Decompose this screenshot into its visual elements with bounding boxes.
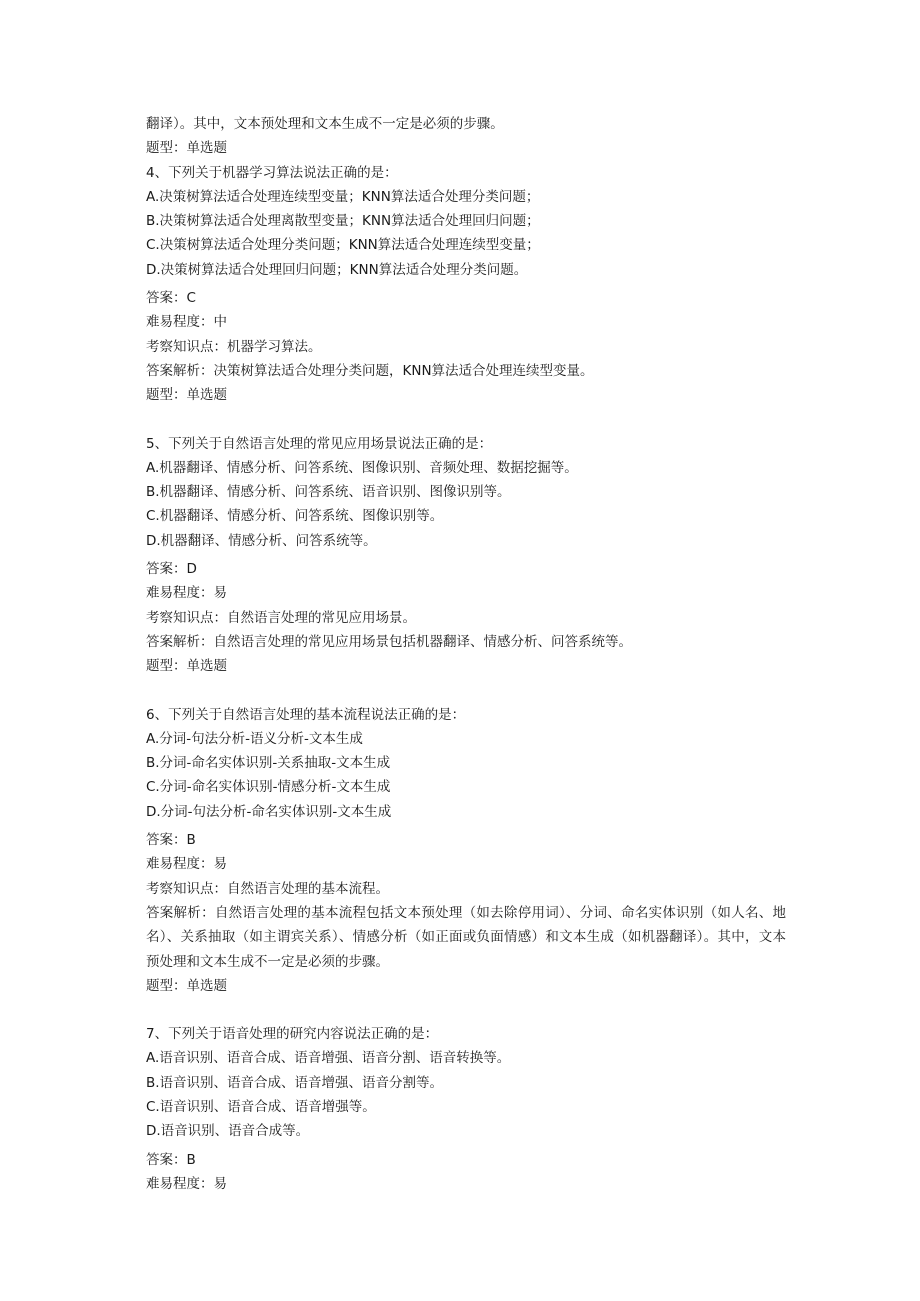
document-page: [146, 112, 786, 1196]
option-d: D.机器翻译、情感分析、问答系统等。: [146, 532, 377, 549]
difficulty: 难易程度：易: [146, 1175, 227, 1192]
answer-analysis: 答案解析：自然语言处理的基本流程包括文本预处理（如去除停用词）、分词、命名实体识别（如人名、地名）、关系抽取（如主谓宾关系）、情感分析（如正面或负面情感）和文本生成（如机器翻译）。其中，文本预处理和文本生成不一定是必须的步骤。: [146, 904, 786, 970]
question-stem: 4、下列关于机器学习算法说法正确的是：: [146, 164, 398, 181]
answer-analysis: 答案解析：自然语言处理的常见应用场景包括机器翻译、情感分析、问答系统等。: [146, 633, 632, 650]
option-c: C.分词-命名实体识别-情感分析-文本生成: [146, 779, 391, 796]
difficulty: 难易程度：中: [146, 314, 227, 331]
option-d: D.决策树算法适合处理回归问题；KNN算法适合处理分类问题。: [146, 261, 528, 278]
answer: 答案：D: [146, 561, 197, 578]
option-b: B.决策树算法适合处理离散型变量；KNN算法适合处理回归问题；: [146, 213, 540, 230]
question-5: [146, 432, 786, 679]
question-stem: 5、下列关于自然语言处理的常见应用场景说法正确的是：: [146, 435, 493, 452]
question-stem: 7、下列关于语音处理的研究内容说法正确的是：: [146, 1026, 439, 1043]
option-c: C.机器翻译、情感分析、问答系统、图像识别等。: [146, 508, 444, 525]
knowledge-point: 考察知识点：自然语言处理的常见应用场景。: [146, 609, 416, 626]
question-7: [146, 1022, 786, 1196]
question-6: [146, 703, 786, 999]
answer: 答案：B: [146, 832, 196, 849]
question-stem: 6、下列关于自然语言处理的基本流程说法正确的是：: [146, 706, 466, 723]
option-a: A.语音识别、语音合成、语音增强、语音分割、语音转换等。: [146, 1050, 511, 1067]
option-a: A.决策树算法适合处理连续型变量；KNN算法适合处理分类问题；: [146, 188, 540, 205]
option-d: D.分词-句法分析-命名实体识别-文本生成: [146, 803, 392, 820]
difficulty: 难易程度：易: [146, 856, 227, 873]
answer: 答案：B: [146, 1151, 196, 1168]
difficulty: 难易程度：易: [146, 585, 227, 602]
fragment-question-type: 题型：单选题: [146, 140, 227, 157]
answer-analysis: 答案解析：决策树算法适合处理分类问题，KNN算法适合处理连续型变量。: [146, 362, 594, 379]
answer: 答案：C: [146, 290, 196, 307]
option-d: D.语音识别、语音合成等。: [146, 1123, 310, 1140]
option-c: C.决策树算法适合处理分类问题；KNN算法适合处理连续型变量；: [146, 237, 540, 254]
knowledge-point: 考察知识点：机器学习算法。: [146, 338, 322, 355]
option-b: B.语音识别、语音合成、语音增强、语音分割等。: [146, 1074, 444, 1091]
question-type: 题型：单选题: [146, 977, 227, 994]
option-a: A.机器翻译、情感分析、问答系统、图像识别、音频处理、数据挖掘等。: [146, 459, 578, 476]
option-b: B.机器翻译、情感分析、问答系统、语音识别、图像识别等。: [146, 484, 511, 501]
option-c: C.语音识别、语音合成、语音增强等。: [146, 1098, 376, 1115]
fragment-analysis-tail: 翻译）。其中，文本预处理和文本生成不一定是必须的步骤。: [146, 116, 504, 132]
question-type: 题型：单选题: [146, 387, 227, 404]
knowledge-point: 考察知识点：自然语言处理的基本流程。: [146, 880, 389, 897]
question-4: [146, 161, 786, 408]
option-a: A.分词-句法分析-语义分析-文本生成: [146, 730, 363, 747]
option-b: B.分词-命名实体识别-关系抽取-文本生成: [146, 755, 391, 772]
question-type: 题型：单选题: [146, 658, 227, 675]
